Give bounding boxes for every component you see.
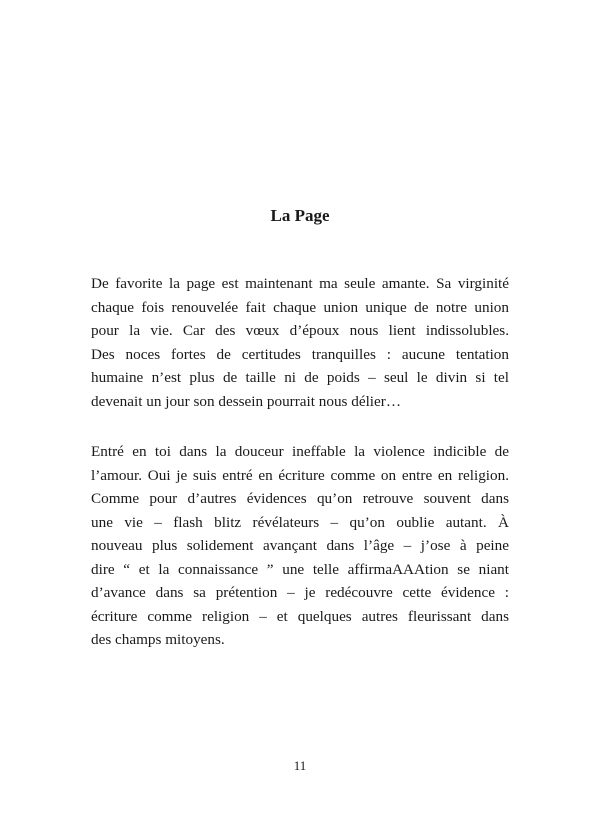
text-line: Des noces fortes de certitudes tranquilles : aucune tentation [91,345,509,363]
paragraph-2 [91,440,509,652]
text-line: devenait un jour son dessein pourrait nous délier… [91,392,402,410]
text-line: Comme pour d’autres évidences qu’on retrouve souvent dans [91,490,509,507]
text-line: dire “ et la connaissance ” une telle affirmaAAAtion se niant [91,560,509,578]
text-line: pour la vie. Car des vœux d’époux nous lient indissolubles. [91,322,509,339]
text-line: Entré en toi dans la douceur ineffable la violence indicible de [91,443,509,460]
text-line: nouveau plus solidement avançant dans l’âge – j’ose à peine [91,537,509,554]
text-line: d’avance dans sa prétention – je redécouvre cette évidence : [91,584,509,601]
text-line: une vie – flash blitz révélateurs – qu’on oublie autant. À [91,513,509,531]
chapter-title: La Page [270,206,330,225]
text-line: des champs mitoyens. [91,631,225,648]
page-number: 11 [293,758,307,773]
text-line: De favorite la page est maintenant ma seule amante. Sa virginité [91,275,509,292]
text-line: humaine n’est plus de taille ni de poids – seul le divin si tel [91,369,509,386]
text-line: chaque fois renouvelée fait chaque union unique de notre union [91,298,509,316]
text-line: écriture comme religion – et quelques autres fleurissant dans [91,607,509,625]
paragraph-1 [91,272,509,413]
text-line: l’amour. Oui je suis entré en écriture comme on entre en religion. [91,466,509,484]
